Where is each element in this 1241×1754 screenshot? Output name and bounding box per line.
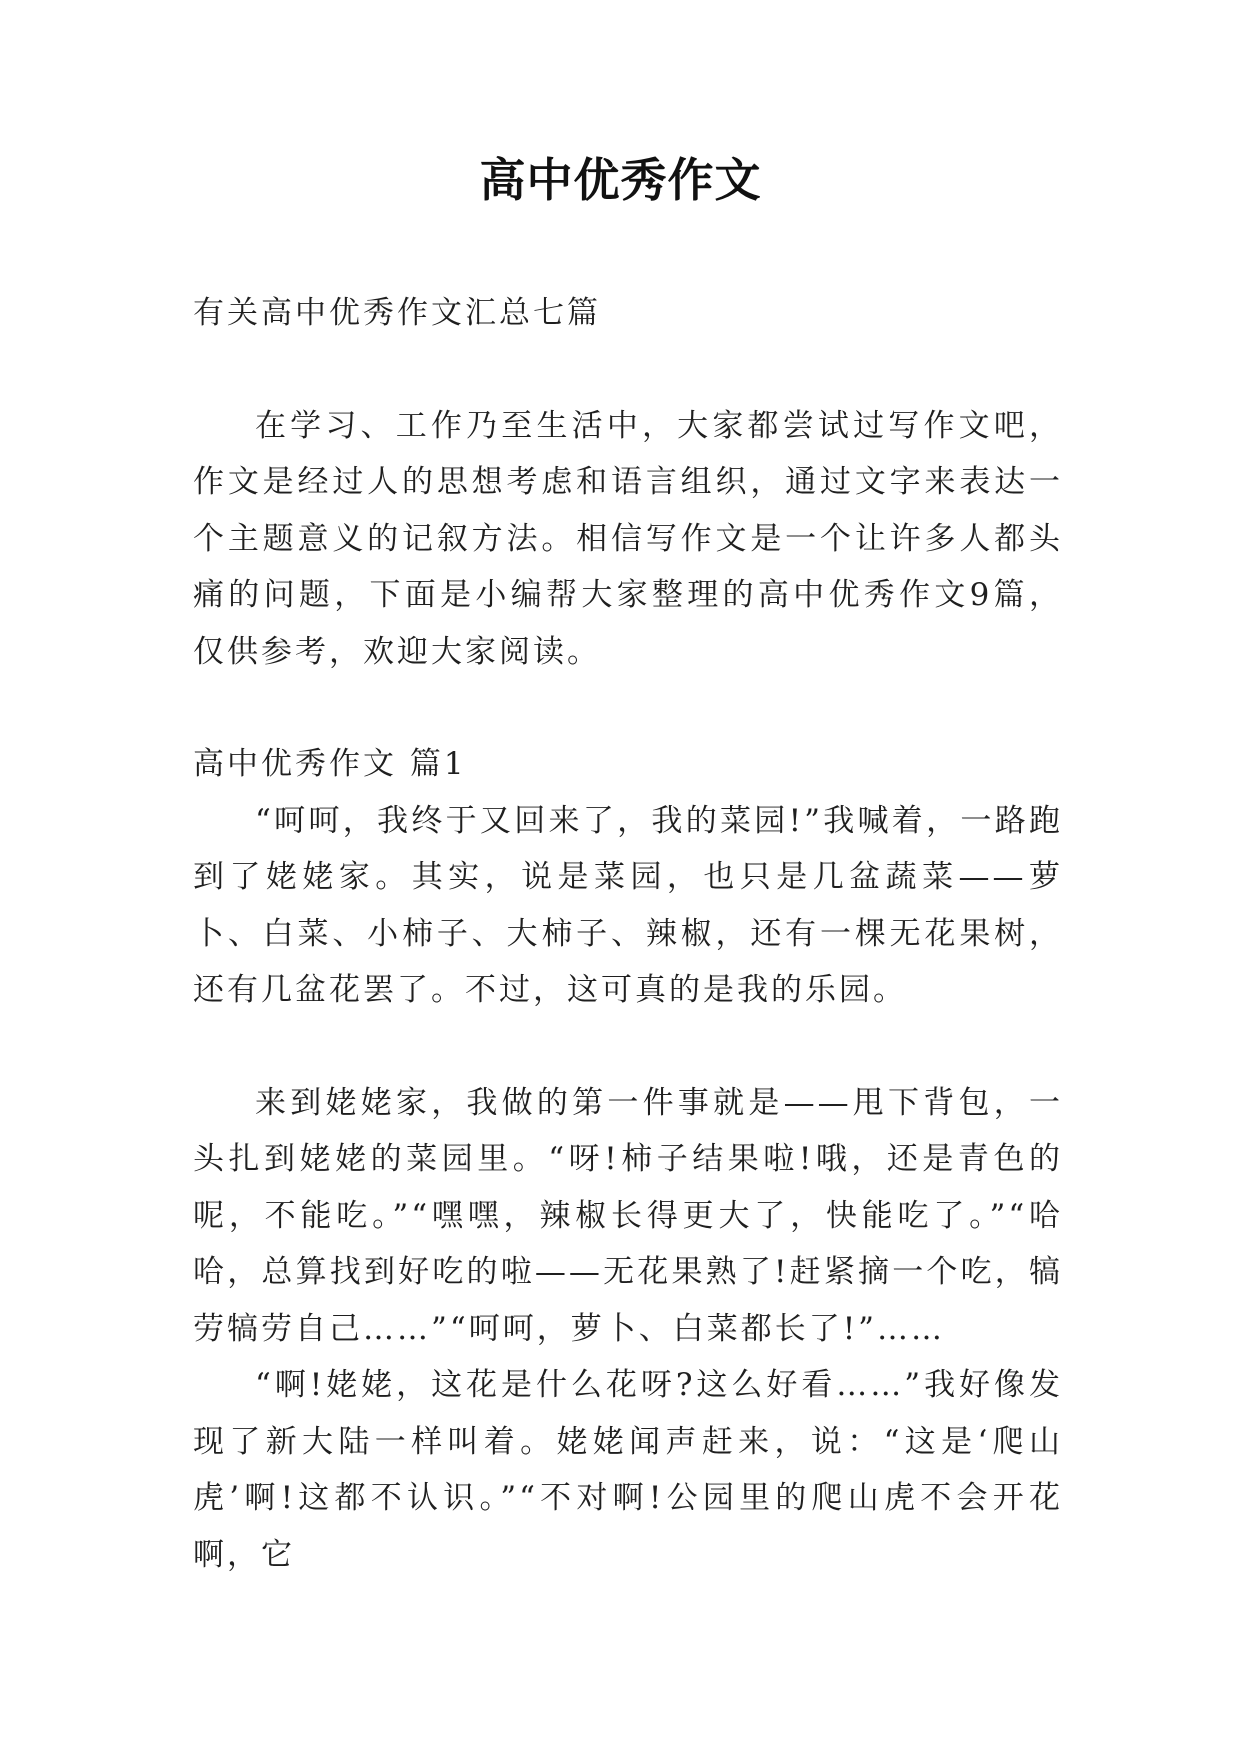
body-paragraph-2: 来到姥姥家，我做的第一件事就是——甩下背包，一头扎到姥姥的菜园里。“呀!柿子结果啦!哦，还是青色的呢，不能吃。”“嘿嘿，辣椒长得更大了，快能吃了。”“哈哈，总算找到好吃的啦——无花果熟了!赶紧摘一个吃，犒劳犒劳自己……”“呵呵，萝卜、白菜都长了!”…… xyxy=(193,1084,1063,1347)
document-title: 高中优秀作文 xyxy=(479,153,762,207)
document-body xyxy=(193,285,1063,1583)
body-paragraph-3: “啊!姥姥，这花是什么花呀?这么好看……”我好像发现了新大陆一样叫着。姥姥闻声赶来，说：“这是‘爬山虎’啊!这都不认识。”“不对啊!公园里的爬山虎不会开花啊，它 xyxy=(193,1367,1063,1573)
intro-paragraph: 在学习、工作乃至生活中，大家都尝试过写作文吧，作文是经过人的思想考虑和语言组织，通过文字来表达一个主题意义的记叙方法。相信写作文是一个让许多人都头痛的问题，下面是小编帮大家整理的高中优秀作文9篇，仅供参考，欢迎大家阅读。 xyxy=(193,407,1063,670)
section-heading: 高中优秀作文 篇1 xyxy=(193,746,467,782)
body-paragraph-1: “呵呵，我终于又回来了，我的菜园!”我喊着，一路跑到了姥姥家。其实，说是菜园，也只是几盆蔬菜——萝卜、白菜、小柿子、大柿子、辣椒，还有一棵无花果树，还有几盆花罢了。不过，这可真的是我的乐园。 xyxy=(193,802,1063,1008)
document-subtitle: 有关高中优秀作文汇总七篇 xyxy=(193,295,601,331)
